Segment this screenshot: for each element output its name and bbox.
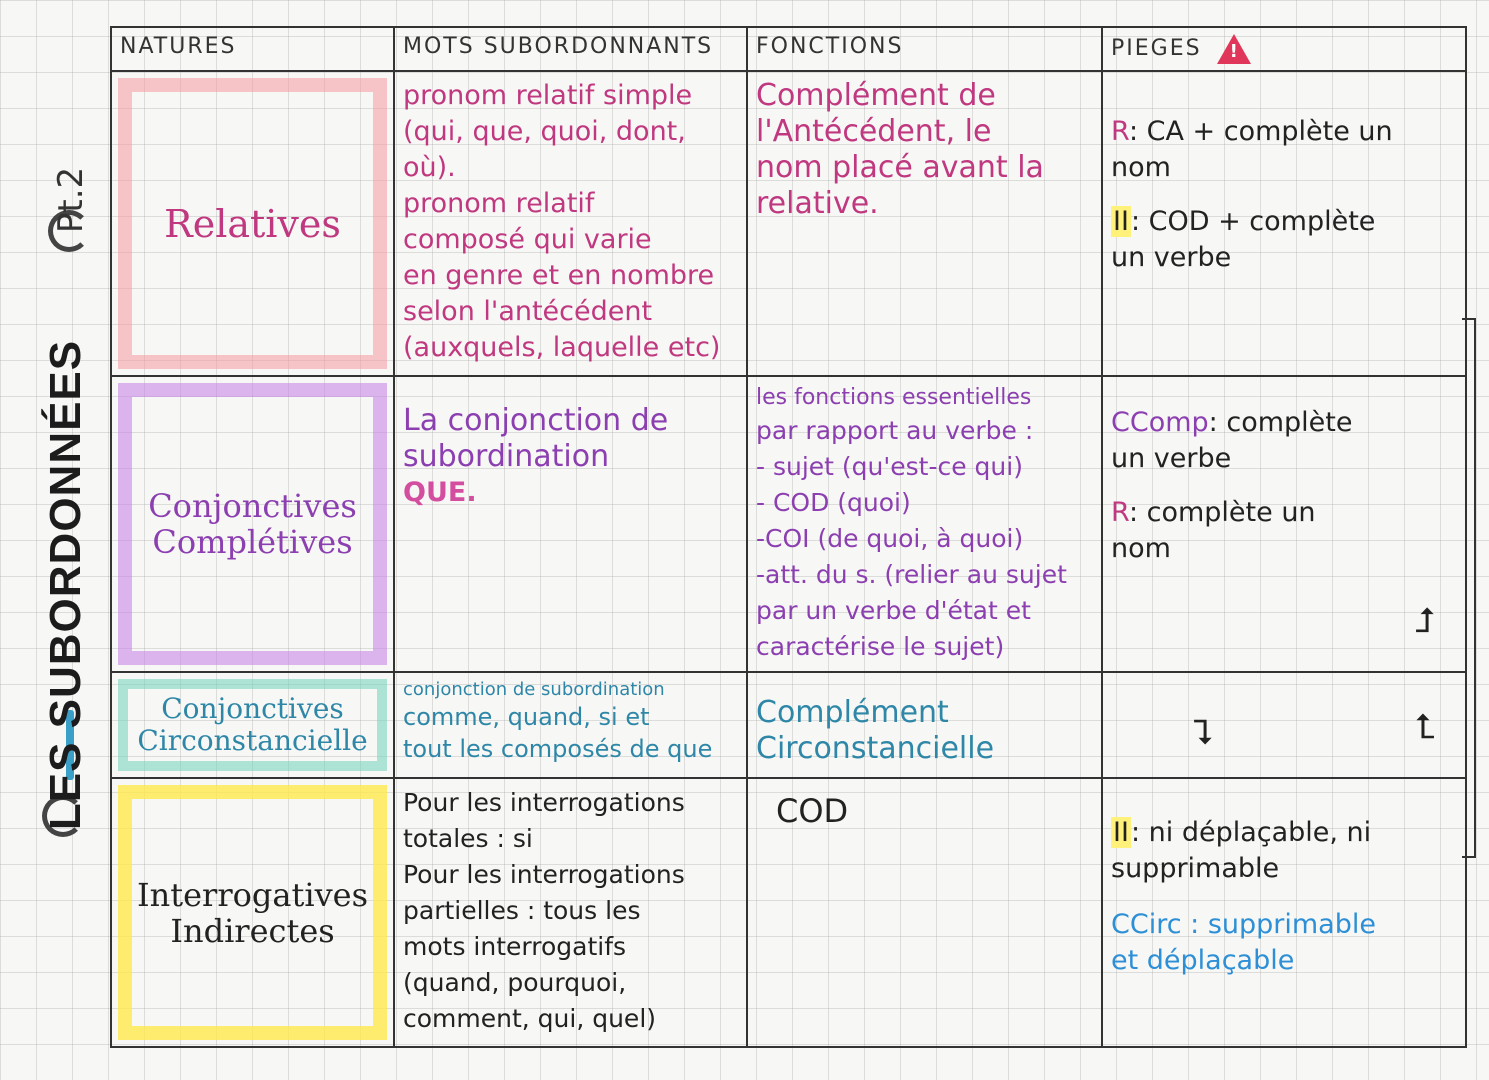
- arrow-turn-icon: ⮤: [1414, 707, 1435, 747]
- fonctions-cell: Complément Circonstancielle: [747, 672, 1102, 778]
- pieges-cell: [1102, 672, 1466, 778]
- piege-text: : ni déplaçable, ni supprimable: [1111, 817, 1372, 884]
- header-mots: MOTS SUBORDONNANTS: [394, 27, 747, 71]
- header-fonctions: FONCTIONS: [747, 27, 1102, 71]
- sidebar: [18, 60, 108, 880]
- bracket-line: [1462, 318, 1476, 858]
- fonctions-cell: Complément de l'Antécédent, le nom placé avant la relative.: [747, 71, 1102, 376]
- fonctions-cell: COD: [747, 778, 1102, 1047]
- piege-item: [1111, 405, 1457, 477]
- fonctions-heading: les fonctions essentielles: [756, 385, 1032, 410]
- pieges-cell: [1102, 376, 1466, 672]
- piege-prefix: R: [1111, 497, 1129, 528]
- piege-text: : CA + complète un nom: [1111, 116, 1393, 183]
- nature-label: Conjonctives Complétives: [148, 487, 357, 561]
- table-row: [111, 376, 1466, 672]
- summary-table: [110, 26, 1467, 1048]
- piege-prefix: II: [1113, 817, 1129, 848]
- piege-item: [1111, 204, 1457, 276]
- piege-item: [1111, 114, 1457, 186]
- mots-cell: pronom relatif simple (qui, que, quoi, dont, où). pronom relatif composé qui varie en genre et en nombre selon l'antécédent (auxquels, laquelle etc): [394, 71, 747, 376]
- nature-label: Conjonctives Circonstancielle: [137, 692, 368, 757]
- nature-label: Relatives: [164, 201, 341, 246]
- mots-heading: conjonction de subordination: [403, 679, 665, 700]
- page-title: LES SUBORDONNÉES: [41, 339, 90, 831]
- nature-cell: [111, 672, 394, 778]
- piege-text: : COD + complète un verbe: [1111, 206, 1376, 273]
- pieges-cell: [1102, 71, 1466, 376]
- table-row: [111, 778, 1466, 1047]
- nature-cell: [111, 71, 394, 376]
- header-pieges: [1102, 27, 1466, 71]
- piege-text: : complète un verbe: [1111, 407, 1353, 474]
- piege-item: [1111, 815, 1457, 887]
- mots-cell: Pour les interrogations totales : si Pour les interrogations partielles : tous les mots interrogatifs (quand, pourquoi, comment, qui, quel): [394, 778, 747, 1047]
- piege-prefix: CComp: [1111, 407, 1209, 438]
- arrow-up-icon: ⮥: [1414, 601, 1435, 641]
- header-row: [111, 27, 1466, 71]
- piege-item: [1111, 495, 1457, 567]
- mots-text: comme, quand, si et tout les composés de que: [403, 703, 713, 763]
- header-pieges-label: PIEGES: [1111, 36, 1202, 61]
- warning-icon: !: [1217, 34, 1251, 64]
- mots-cell: [394, 376, 747, 672]
- arrow-down-icon: ⮧: [1193, 713, 1214, 753]
- piege-item: CCirc : supprimable et déplaçable: [1111, 909, 1376, 976]
- table-row: [111, 672, 1466, 778]
- mots-cell: [394, 672, 747, 778]
- piege-prefix: R: [1111, 116, 1129, 147]
- nature-cell: [111, 376, 394, 672]
- fonctions-text: par rapport au verbe : - sujet (qu'est-ce qui) - COD (quoi) -COI (de quoi, à quoi) -att. du s. (relier au sujet par un verbe d'état et caractérise le sujet): [756, 416, 1067, 661]
- nature-cell: [111, 778, 394, 1047]
- part-label: Pt.2: [51, 166, 92, 234]
- nature-label: Interrogatives Indirectes: [137, 875, 368, 950]
- pieges-cell: [1102, 778, 1466, 1047]
- header-natures: NATURES: [111, 27, 394, 71]
- table-row: [111, 71, 1466, 376]
- fonctions-cell: [747, 376, 1102, 672]
- piege-prefix: II: [1113, 206, 1129, 237]
- mots-emphasis: QUE.: [403, 477, 477, 508]
- piege-text: : complète un nom: [1111, 497, 1316, 564]
- mots-text: La conjonction de subordination: [403, 403, 669, 474]
